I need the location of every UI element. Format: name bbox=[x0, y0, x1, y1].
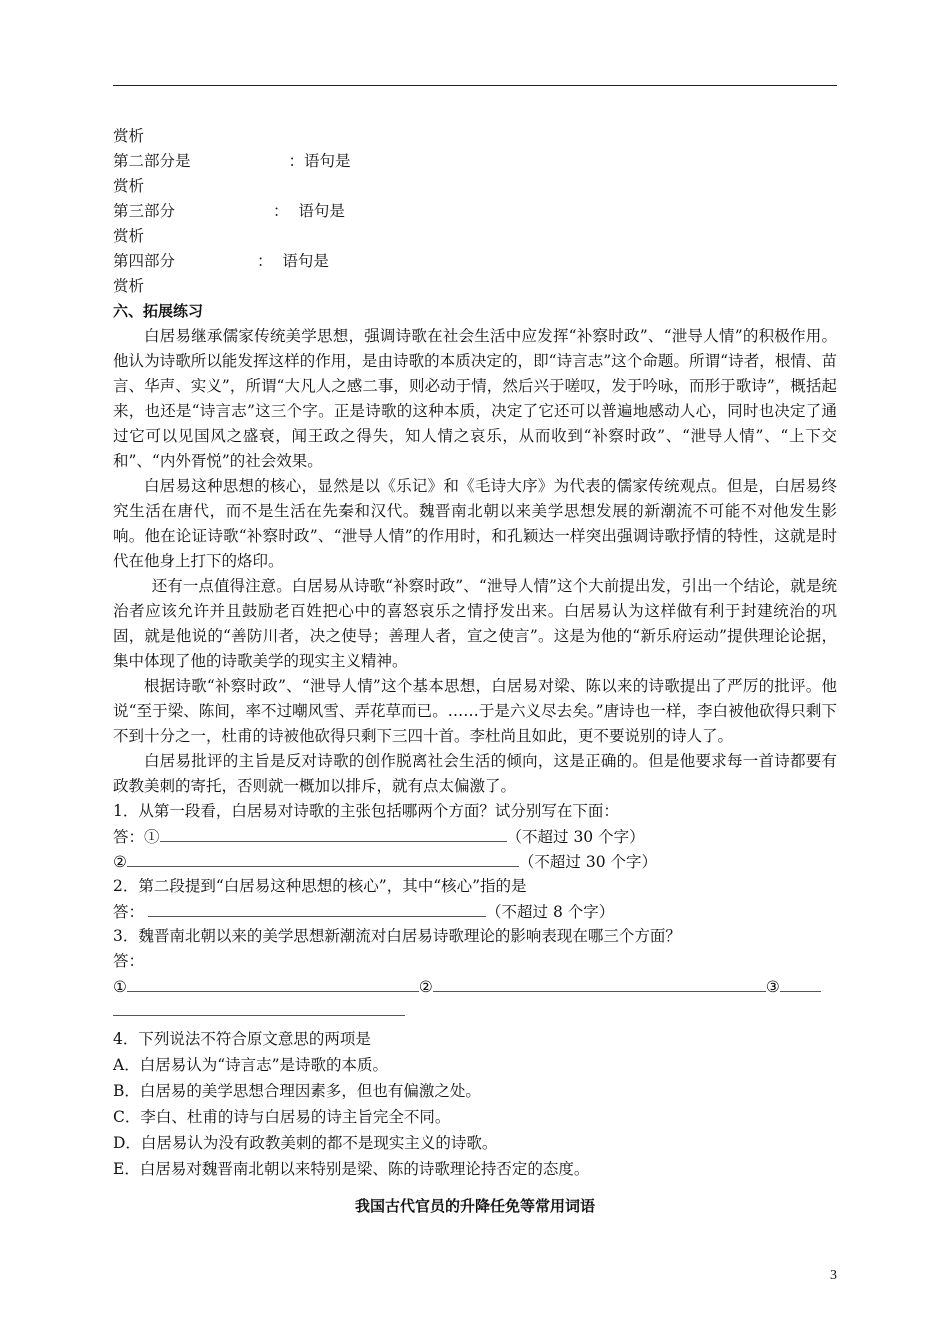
question-4-text: 4．下列说法不符合原文意思的两项是 bbox=[113, 1030, 371, 1048]
passage-paragraph-3: 还有一点值得注意。白居易从诗歌“补察时政”、“泄导人情”这个大前提出发，引出一个结论，就是统治者应该允许并且鼓励老百姓把心中的喜怒哀乐之情抒发出来。白居易认为这样做有利于封建统治的巩固，就是他说的“善防川者，决之使导；善理人者，宣之使言”。这是为他的“新乐府运动”提供理论论据，集中体现了他的诗歌美学的现实主义精神。 bbox=[113, 577, 837, 670]
passage-paragraph-4: 根据诗歌“补察时政”、“泄导人情”这个基本思想，白居易对梁、陈以来的诗歌提出了严厉的批评。他说“至于梁、陈间，率不过嘲风雪、弄花草而已。……于是六义尽去矣。”唐诗也一样，李白被他砍得只剩下不到十分之一，杜甫的诗被他砍得只剩下三四十首。李杜尚且如此，更不要说别的诗人了。 bbox=[113, 677, 837, 745]
part3-line bbox=[113, 199, 837, 224]
answer-marker: ① bbox=[113, 978, 127, 996]
question-1: 1．从第一段看，白居易对诗歌的主张包括哪两个方面？试分别写在下面： bbox=[113, 802, 619, 820]
question-3: 3．魏晋南北朝以来的美学思想新潮流对白居易诗歌理论的影响表现在哪三个方面？ bbox=[113, 927, 681, 945]
option-a: A．白居易认为“诗言志”是诗歌的本质。 bbox=[113, 1056, 389, 1074]
question-4 bbox=[113, 1027, 837, 1053]
answer-3c-field[interactable] bbox=[780, 974, 821, 992]
word-limit: （不超过 30 个字） bbox=[518, 853, 657, 871]
word-limit: （不超过 30 个字） bbox=[506, 828, 645, 846]
answer-3c-field-continued[interactable] bbox=[113, 1001, 405, 1016]
appreciation-label: 赏析 bbox=[113, 277, 145, 295]
part4-line bbox=[113, 249, 837, 274]
answer-marker: ② bbox=[418, 978, 433, 996]
question-2: 2．第二段提到“白居易这种思想的核心”，其中“核心”指的是 bbox=[113, 877, 527, 895]
answer-3-row bbox=[113, 974, 837, 999]
answer-2-row bbox=[113, 899, 837, 924]
answer-prefix: ② bbox=[113, 853, 127, 871]
answer-2-field[interactable] bbox=[148, 899, 486, 917]
passage-paragraph-2: 白居易这种思想的核心，显然是以《乐记》和《毛诗大序》为代表的儒家传统观点。但是，白居易终究生活在唐代，而不是生活在先秦和汉代。魏晋南北朝以来美学思想发展的新潮流不可能不对他发生影响。他在论证诗歌“补察时政”、“泄导人情”的作用时，和孔颖达一样突出强调诗歌抒情的特性，这就是时代在他身上打下的烙印。 bbox=[113, 477, 837, 570]
part3-sentence-label: ： 语句是 bbox=[273, 202, 345, 220]
passage-paragraph-5: 白居易批评的主旨是反对诗歌的创作脱离社会生活的倾向，这是正确的。但是他要求每一首诗都要有政教美刺的寄托，否则就一概加以排斥，就有点太偏激了。 bbox=[113, 752, 837, 795]
word-limit: （不超过 8 个字） bbox=[486, 903, 615, 921]
section-heading: 六、拓展练习 bbox=[113, 302, 204, 320]
answer-prefix: 答：① bbox=[113, 828, 160, 846]
option-e: E．白居易对魏晋南北朝以来特别是梁、陈的诗歌理论持否定的态度。 bbox=[113, 1160, 590, 1178]
page-body bbox=[113, 124, 837, 1183]
answer-3-prefix: 答： bbox=[113, 952, 145, 970]
header-rule bbox=[113, 85, 837, 86]
option-c: C．李白、杜甫的诗与白居易的诗主旨完全不同。 bbox=[113, 1108, 451, 1126]
option-b: B．白居易的美学思想合理因素多，但也有偏激之处。 bbox=[113, 1082, 481, 1100]
answer-marker: ③ bbox=[765, 978, 780, 996]
answer-1a-row bbox=[113, 824, 837, 849]
answer-3-continuation bbox=[113, 999, 837, 1027]
answer-1b-field[interactable] bbox=[127, 849, 519, 867]
appreciation-label: 赏析 bbox=[113, 227, 145, 245]
part2-sentence-label: ：语句是 bbox=[288, 152, 351, 170]
section-title: 我国古代官员的升降任免等常用词语 bbox=[354, 1197, 595, 1215]
answer-1a-field[interactable] bbox=[160, 824, 507, 842]
part4-label: 第四部分 bbox=[113, 252, 176, 270]
answer-prefix: 答： bbox=[113, 903, 145, 921]
part4-sentence-label: ： 语句是 bbox=[257, 252, 329, 270]
passage-paragraph-1: 白居易继承儒家传统美学思想，强调诗歌在社会生活中应发挥“补察时政”、“泄导人情”的积极作用。他认为诗歌所以能发挥这样的作用，是由诗歌的本质决定的，即“诗言志”这个命题。所谓“诗者，根情、苗言、华声、实义”，所谓“大凡人之感二事，则必动于情，然后兴于嗟叹，发于吟咏，而形于歌诗”，概括起来，也还是“诗言志”这三个字。正是诗歌的这种本质，决定了它还可以普遍地感动人心，同时也决定了通过它可以见国风之盛衰，闻王政之得失，知人情之哀乐，从而收到“补察时政”、“泄导人情”、“上下交和”、“内外胥悦”的社会效果。 bbox=[113, 327, 837, 470]
part2-label: 第二部分是 bbox=[113, 152, 191, 170]
appreciation-label: 赏析 bbox=[113, 177, 145, 195]
page-number: 3 bbox=[830, 1268, 837, 1283]
answer-3b-field[interactable] bbox=[433, 974, 766, 992]
answer-1b-row bbox=[113, 849, 837, 874]
option-d: D．白居易认为没有政教美刺的都不是现实主义的诗歌。 bbox=[113, 1134, 498, 1152]
appreciation-label: 赏析 bbox=[113, 127, 145, 145]
answer-3a-field[interactable] bbox=[127, 974, 419, 992]
part3-label: 第三部分 bbox=[113, 202, 176, 220]
part2-line bbox=[113, 149, 837, 174]
